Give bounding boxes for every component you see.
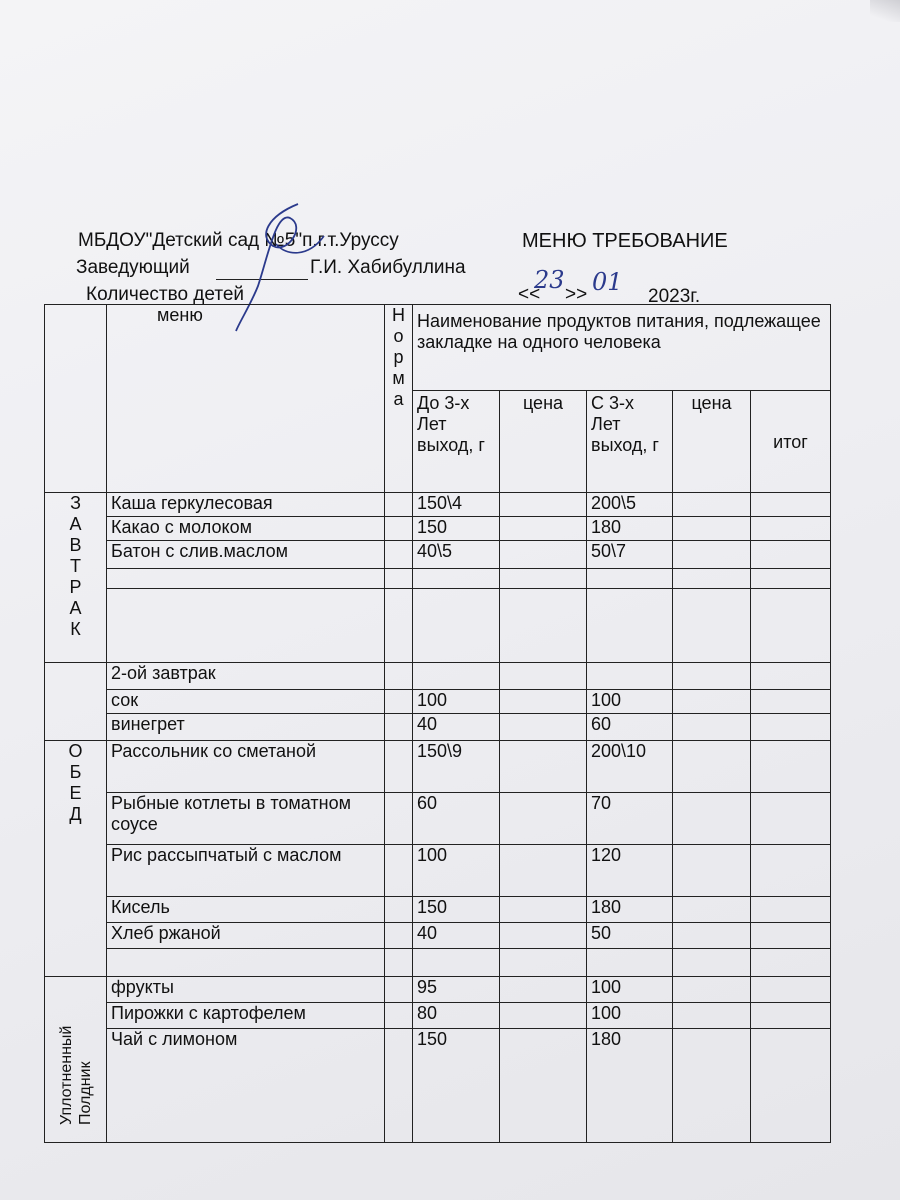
lunch-label [45, 741, 107, 977]
price-cell [500, 741, 587, 793]
table-row [45, 793, 831, 845]
norma-letter: Н [392, 305, 405, 325]
price-cell [500, 714, 587, 741]
dish-name: Чай с лимоном [107, 1029, 385, 1143]
second-breakfast-section-cell [45, 663, 107, 741]
price-cell [500, 897, 587, 923]
dish-name: Каша геркулесовая [107, 493, 385, 517]
price-cell [673, 541, 751, 569]
menu-column-header [107, 305, 385, 493]
page-corner-shadow [870, 0, 900, 22]
norma-cell [385, 897, 413, 923]
norma-cell [385, 690, 413, 714]
breakfast-label [45, 493, 107, 663]
norma-cell [385, 1003, 413, 1029]
table-row [45, 517, 831, 541]
total-cell [751, 589, 831, 663]
price-cell [673, 949, 751, 977]
menu-table-wrapper [44, 304, 831, 1143]
snack-label [45, 977, 107, 1143]
price-cell [500, 690, 587, 714]
price-cell [500, 663, 587, 690]
price-cell [500, 845, 587, 897]
over3-value: 100 [587, 1003, 673, 1029]
under3-value: 150\4 [413, 493, 500, 517]
breakfast-letter: В [69, 535, 82, 555]
under3-value [413, 663, 500, 690]
over3-value: 180 [587, 517, 673, 541]
menu-header-text: меню [157, 305, 203, 325]
total-cell [751, 541, 831, 569]
breakfast-letter: Т [70, 556, 81, 576]
under3-value: 100 [413, 690, 500, 714]
dish-name: сок [107, 690, 385, 714]
table-row [45, 977, 831, 1003]
dish-name: фрукты [107, 977, 385, 1003]
date-close: >> [565, 284, 588, 305]
second-breakfast-title: 2-ой завтрак [107, 663, 385, 690]
norma-letter: о [393, 326, 404, 346]
dish-name: Пирожки с картофелем [107, 1003, 385, 1029]
date-open: << [518, 284, 541, 305]
norma-cell [385, 845, 413, 897]
total-cell [751, 569, 831, 589]
over3-value: 50 [587, 923, 673, 949]
price-cell [500, 1029, 587, 1143]
under3-value: 40 [413, 714, 500, 741]
under3-value: 150 [413, 517, 500, 541]
dish-name [107, 949, 385, 977]
table-row [45, 897, 831, 923]
price-cell [673, 845, 751, 897]
table-row [45, 690, 831, 714]
lunch-letter: О [68, 741, 83, 761]
under3-value [413, 589, 500, 663]
norma-cell [385, 949, 413, 977]
norma-cell [385, 517, 413, 541]
products-header: Наименование продуктов питания, подлежащее закладке на одного человека [413, 305, 831, 391]
table-row-empty [45, 949, 831, 977]
over3-value: 120 [587, 845, 673, 897]
table-row [45, 714, 831, 741]
norma-cell [385, 541, 413, 569]
total-header: итог [751, 391, 831, 493]
norma-cell [385, 977, 413, 1003]
total-cell [751, 690, 831, 714]
price-cell [500, 977, 587, 1003]
date-year: 2023г. [648, 286, 701, 307]
date-month: 01 [592, 268, 623, 296]
dish-name: винегрет [107, 714, 385, 741]
total-cell [751, 493, 831, 517]
under3-value [413, 569, 500, 589]
price-cell [673, 569, 751, 589]
price-cell [500, 517, 587, 541]
table-row [45, 741, 831, 793]
institution-name: МБДОУ"Детский сад №5"п.г.т.Уруссу [78, 230, 399, 251]
price-cell [673, 493, 751, 517]
price-cell [673, 1003, 751, 1029]
table-row [45, 923, 831, 949]
total-cell [751, 714, 831, 741]
over3-value: 100 [587, 977, 673, 1003]
total-cell [751, 897, 831, 923]
norma-cell [385, 793, 413, 845]
total-cell [751, 793, 831, 845]
under3-value: 150\9 [413, 741, 500, 793]
dish-name: Рыбные котлеты в томатном соусе [107, 793, 385, 845]
under3-value: 150 [413, 897, 500, 923]
breakfast-letter: Р [69, 577, 82, 597]
price-cell [673, 977, 751, 1003]
norma-cell [385, 741, 413, 793]
price-cell [500, 493, 587, 517]
price-cell [500, 793, 587, 845]
table-row [45, 541, 831, 569]
total-cell [751, 741, 831, 793]
norma-letter: м [392, 368, 405, 388]
table-row-empty [45, 569, 831, 589]
norma-cell [385, 589, 413, 663]
dish-name [107, 589, 385, 663]
price-cell [500, 569, 587, 589]
norma-cell [385, 923, 413, 949]
total-cell [751, 977, 831, 1003]
over3-value: 60 [587, 714, 673, 741]
under3-value: 60 [413, 793, 500, 845]
over3-value: 180 [587, 897, 673, 923]
price-cell [673, 741, 751, 793]
norma-cell [385, 714, 413, 741]
price-cell [673, 793, 751, 845]
over3-value [587, 569, 673, 589]
under3-value: 40\5 [413, 541, 500, 569]
dish-name: Рис рассыпчатый с маслом [107, 845, 385, 897]
head-label: Заведующий [76, 257, 190, 278]
breakfast-letter: А [69, 598, 82, 618]
price-cell [500, 923, 587, 949]
under3-value: 100 [413, 845, 500, 897]
price-cell [673, 690, 751, 714]
price-cell [673, 923, 751, 949]
over3-value: 50\7 [587, 541, 673, 569]
table-row [45, 1029, 831, 1143]
under3-value: 95 [413, 977, 500, 1003]
over3-value [587, 949, 673, 977]
total-cell [751, 1003, 831, 1029]
price-cell [500, 949, 587, 977]
table-row [45, 1003, 831, 1029]
lunch-letter: Е [69, 783, 82, 803]
dish-name: Какао с молоком [107, 517, 385, 541]
price-cell [673, 897, 751, 923]
norma-column-header [385, 305, 413, 493]
norma-cell [385, 569, 413, 589]
dish-name: Кисель [107, 897, 385, 923]
lunch-letter: Б [69, 762, 82, 782]
price-cell [673, 517, 751, 541]
price-cell [673, 1029, 751, 1143]
menu-table [44, 304, 831, 1143]
over3-value: 200\5 [587, 493, 673, 517]
document-title: МЕНЮ ТРЕБОВАНИЕ [522, 230, 728, 252]
price2-header: цена [673, 391, 751, 493]
table-row [45, 663, 831, 690]
price1-header: цена [500, 391, 587, 493]
dish-name: Рассольник со сметаной [107, 741, 385, 793]
head-name: Г.И. Хабибуллина [310, 257, 466, 278]
lunch-letter: Д [69, 804, 82, 824]
total-cell [751, 1029, 831, 1143]
snack-label-text: Уплотненный Полдник [57, 1025, 94, 1125]
dish-name: Хлеб ржаной [107, 923, 385, 949]
total-cell [751, 517, 831, 541]
price-cell [673, 589, 751, 663]
table-row-empty [45, 589, 831, 663]
under3-value: 150 [413, 1029, 500, 1143]
price-cell [500, 589, 587, 663]
price-cell [500, 1003, 587, 1029]
table-row [45, 845, 831, 897]
over3-header: С 3-х Лет выход, г [587, 391, 673, 493]
dish-name: Батон с слив.маслом [107, 541, 385, 569]
over3-value [587, 589, 673, 663]
norma-cell [385, 1029, 413, 1143]
norma-letter: а [393, 389, 404, 409]
section-header-cell [45, 305, 107, 493]
under3-value [413, 949, 500, 977]
over3-value: 70 [587, 793, 673, 845]
total-cell [751, 923, 831, 949]
under3-value: 80 [413, 1003, 500, 1029]
norma-cell [385, 493, 413, 517]
under3-header: До 3-х Лет выход, г [413, 391, 500, 493]
children-count-label: Количество детей [86, 284, 245, 305]
over3-value: 200\10 [587, 741, 673, 793]
dish-name [107, 569, 385, 589]
price-cell [673, 714, 751, 741]
over3-value: 100 [587, 690, 673, 714]
total-cell [751, 845, 831, 897]
breakfast-letter: А [69, 514, 82, 534]
over3-value: 180 [587, 1029, 673, 1143]
total-cell [751, 663, 831, 690]
over3-value [587, 663, 673, 690]
norma-letter: р [393, 347, 404, 367]
table-row [45, 493, 831, 517]
breakfast-letter: З [70, 493, 81, 513]
breakfast-letter: К [70, 619, 81, 639]
price-cell [673, 663, 751, 690]
date-day: 23 [534, 266, 565, 294]
under3-value: 40 [413, 923, 500, 949]
norma-cell [385, 663, 413, 690]
price-cell [500, 541, 587, 569]
total-cell [751, 949, 831, 977]
